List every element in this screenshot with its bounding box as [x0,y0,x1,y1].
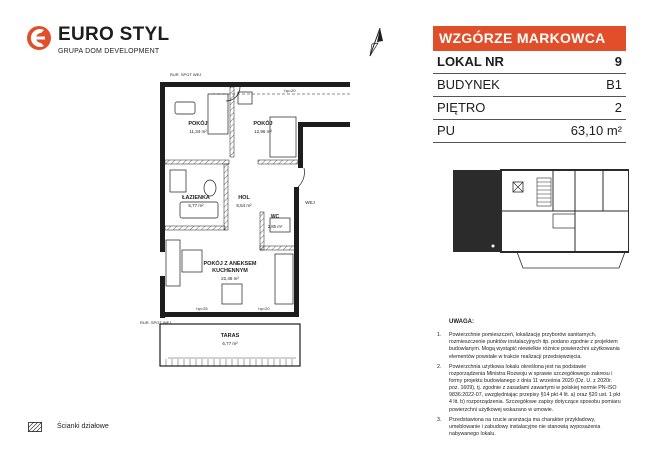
dining-table [222,284,242,304]
room-area: 8,54 m² [236,203,252,208]
wall-top [160,82,350,87]
building-key-plan [453,164,629,284]
brand-subtitle: GRUPA DOM DEVELOPMENT [58,48,160,55]
floor-value: 2 [614,100,622,115]
note-text: Powierzchnia użytkowa lokalu określona jest na podstawie rozporządzenia Ministra Rozwoju w sprawie szczegółowego zakresu i formy projektu budowlanego z dnia 11 września 2020 (Dz. U. z 2020r. poz. 1609), tj. zgodnie z zasadami zawartymi w polskiej normie PN-ISO 9836:2022-07, uwzględniając przepisy §14 pkt 4 lit. a) oraz §20 ust. 1 pkt 4 lit. b) rozporządzenia. Szczegółowe zapisy dotyczące sposobu pomiaru powierzchni użytkowej wskazano w umowie. [449,363,621,413]
bed-double [270,117,296,157]
legend-label: Ścianki działowe [57,423,109,430]
wall-note-top: RUR. SPOT WEJ [170,72,202,77]
note-item [433,332,623,361]
unit-number-label: LOKAL NR [437,54,504,69]
area-value: 63,10 m² [570,123,622,138]
room-name: POKÓJ [253,121,273,127]
brand-logo [26,22,196,62]
hp-top: hp=20 [284,88,296,93]
room-area: 22,48 m² [221,276,239,281]
kitchen-counter [275,254,293,304]
wall-right-notch [298,122,350,127]
info-row-unit [433,51,626,74]
note-text: Przedstawiona na rzucie aranżacja ma charakter przykładowy, umeblowanie i zabudowy instalacyjne nie stanowią wyposażenia nabywanego lokalu. [449,416,601,437]
partition-wc-side [260,212,264,250]
floor-label: PIĘTRO [437,100,486,115]
room-name: HOL [238,195,250,201]
sofa [166,240,180,286]
north-compass-icon [362,26,388,58]
partition-bedroom2-bottom [258,160,298,164]
toilet [204,180,216,196]
partition-wc-bottom [260,246,295,250]
note-number: 3. [437,416,442,423]
partition-bath-bottom [165,226,225,230]
entry-door-swing [298,168,304,187]
euro-styl-logo-icon [26,24,52,52]
brand-name: EURO STYL [58,24,170,45]
hp-right: hp=20 [258,306,270,311]
room-name: ŁAZIENKA [182,195,210,201]
partition-wall-swatch-icon [28,422,42,432]
note-item [433,417,623,438]
notes-section [433,318,623,441]
room-name: POKÓJ [188,121,208,127]
hp-left: hp=25 [196,306,208,311]
wall-note-bottom: RUR. SPOT WEJ [140,320,172,325]
room-name-line2: KUCHENNYM [212,268,248,274]
note-number: 1. [437,332,442,339]
room-area: 6,77 m² [222,341,238,346]
partition-bath-top [165,160,229,164]
note-item [433,364,623,414]
wall-left-upper [160,82,165,252]
info-row-building [433,74,626,97]
room-area: 2,85 m² [267,224,283,229]
unit-number-value: 9 [614,54,622,69]
note-text: Powierzchnie pomieszczeń, lokalizację przyborów sanitarnych, rozmieszczenie punktów instalacyjnych itp. podano zgodnie z projektem budowlanym. Mogą wystąpić niewielkie różnice powierzchni użytkowania elementów powstałe w trakcie realizacji przedsięwzięcia. [449,332,620,360]
project-name: WZGÓRZE MARKOWCA [433,26,626,51]
coffee-table [182,250,202,272]
room-name: TARAS [220,333,240,339]
wall-left-lower [160,276,165,318]
info-row-floor [433,97,626,120]
room-area: 11,34 m² [189,129,207,134]
area-label: PU [437,123,456,138]
room-area: 12,96 m² [254,129,272,134]
shower [170,170,186,192]
wall-right-middle [298,122,303,168]
wall-right-lower [294,187,299,317]
partition-bedrooms [230,87,234,157]
unit-info-panel [433,26,626,143]
apartment-floor-plan [120,62,350,392]
bed-single [208,94,228,134]
building-label: BUDYNEK [437,77,500,92]
desk [175,102,195,114]
room-area: 5,77 m² [188,203,204,208]
room-name: WC [270,214,280,220]
info-row-area [433,120,626,143]
partition-bath-side [224,164,228,230]
wall-bottom [160,312,299,317]
notes-title: UWAGA: [449,319,474,325]
room-name: POKÓJ Z ANEKSEM [203,261,257,267]
building-value: B1 [606,77,622,92]
entry-label: WEJ [305,200,315,205]
note-number: 2. [437,363,442,370]
